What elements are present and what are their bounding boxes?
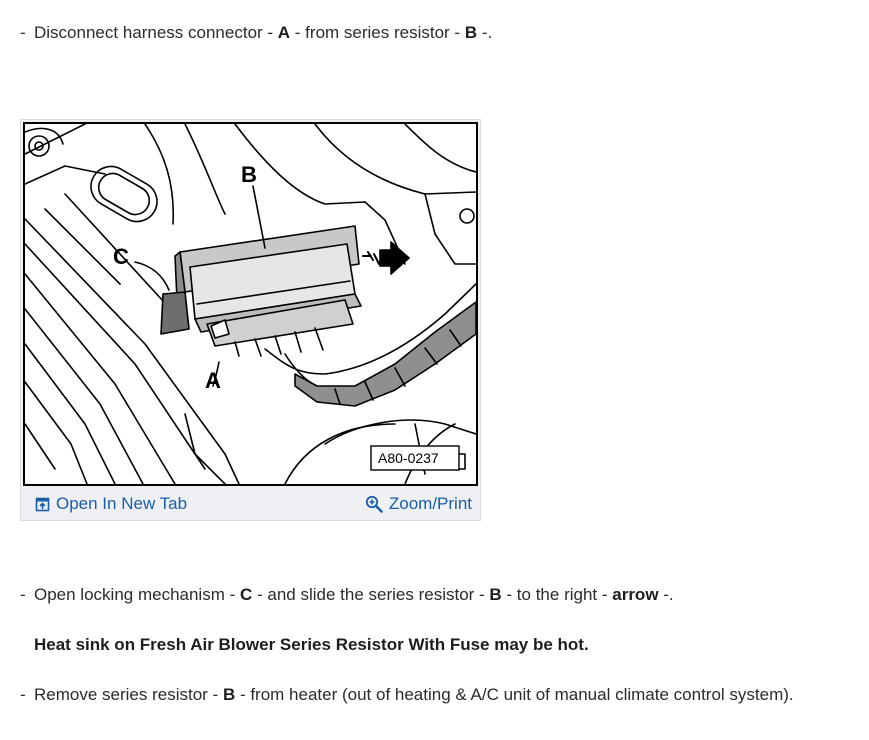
step-emphasis: B <box>464 23 478 42</box>
step-fragment: - to the right - <box>501 585 613 604</box>
step-text <box>34 585 674 604</box>
step-fragment: Open locking mechanism - <box>34 585 240 604</box>
bullet-dash: - <box>20 23 26 42</box>
step-text <box>34 685 794 704</box>
bullet-dash: - <box>20 585 26 604</box>
step-fragment: - and slide the series resistor - <box>252 585 490 604</box>
open-in-new-tab-label: Open In New Tab <box>56 494 188 513</box>
step-emphasis: B <box>489 585 502 604</box>
label-c: C <box>113 244 129 269</box>
step-emphasis: A <box>277 23 291 42</box>
zoom-print-link[interactable] <box>365 494 472 514</box>
figure-container <box>20 119 481 521</box>
resistor-diagram <box>25 124 476 484</box>
step-remove-resistor <box>20 684 794 706</box>
magnifier-plus-icon <box>365 495 383 513</box>
label-a: A <box>205 368 221 393</box>
figure-code: A80-0237 <box>378 450 439 466</box>
step-emphasis: B <box>222 685 236 704</box>
step-text <box>34 23 492 42</box>
step-emphasis: arrow <box>612 585 659 604</box>
step-disconnect-connector <box>20 22 492 44</box>
step-fragment: - from heater (out of heating & A/C unit of manual climate control system). <box>235 685 794 704</box>
zoom-print-label: Zoom/Print <box>388 494 472 513</box>
figure-illustration[interactable] <box>23 122 478 486</box>
bullet-dash: - <box>20 685 26 704</box>
figure-link-bar <box>21 488 480 520</box>
step-fragment: -. <box>477 23 493 42</box>
label-b: B <box>241 162 257 187</box>
hot-surface-warning: Heat sink on Fresh Air Blower Series Resistor With Fuse may be hot. <box>34 635 589 654</box>
step-emphasis: C <box>239 585 253 604</box>
step-open-locking-mechanism <box>20 584 674 606</box>
step-fragment: - from series resistor - <box>290 23 465 42</box>
step-fragment: Disconnect harness connector - <box>34 23 278 42</box>
open-in-new-tab-link[interactable] <box>35 494 187 514</box>
step-fragment: Remove series resistor - <box>34 685 223 704</box>
open-new-tab-icon <box>35 497 50 512</box>
step-fragment: -. <box>658 585 674 604</box>
